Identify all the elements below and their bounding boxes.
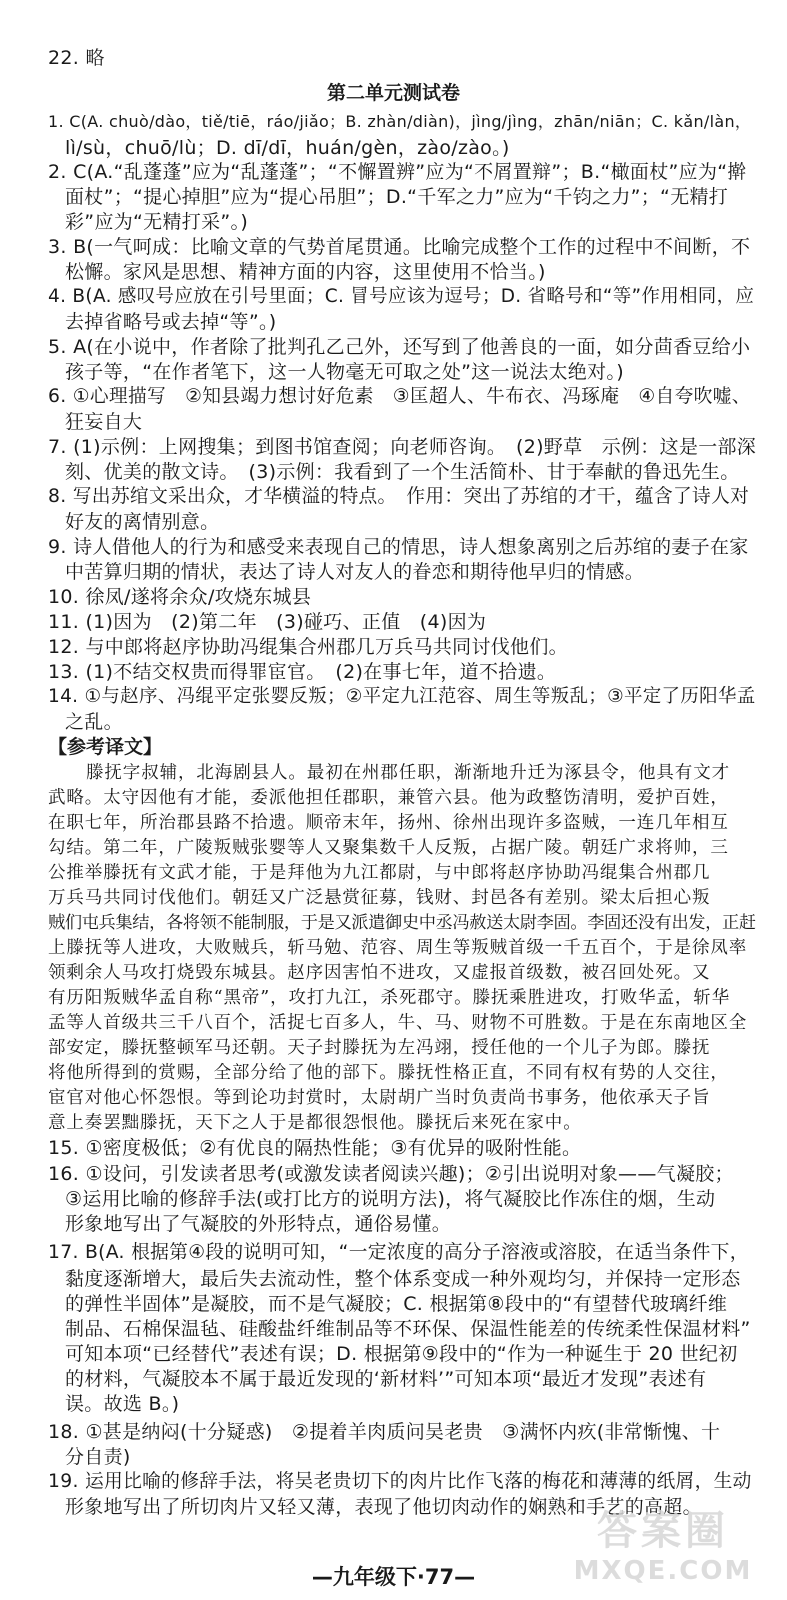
reference-label: 【参考译文】 [48,736,163,758]
answer-line: lì/sù，chuō/lù；D. dī/dī，huán/gèn，zào/zào。) [65,137,510,159]
answer-line: 彩”应为“无精打采”。) [65,211,249,233]
translation-line: 上滕抚等人进攻，大败贼兵，斩马勉、范容、周生等叛贼首级一千五百个，于是徐凤率 [48,938,748,958]
translation-line: 意上奏罢黜滕抚，天下之人于是都很怨恨他。滕抚后来死在家中。 [48,1113,582,1133]
translation-line: 将他所得到的赏赐，全部分给了他的部下。滕抚性格正直，不同有权有势的人交往， [48,1063,729,1083]
answer-line: 刻、优美的散文诗。 (3)示例：我看到了一个生活简朴、甘于奉献的鲁迅先生。 [65,461,740,483]
answer-line: 7. (1)示例：上网搜集；到图书馆查阅；向老师咨询。 (2)野草 示例：这是一部深 [48,436,757,458]
translation-line: 宦官对他心怀怨恨。等到论功封赏时，太尉胡广当时负责尚书事务，他依承天子旨 [48,1088,711,1108]
answer-line: 13. (1)不结交权贵而得罪宦官。 (2)在事七年，道不拾遗。 [48,661,557,683]
answer-line: 10. 徐凤/遂将余众/攻烧东城县 [48,586,312,608]
answer-line: 1. C(A. chuò/dào，tiě/tiē，ráo/jiǎo；B. zhàn/diàn)，jìng/jìng，zhān/niān；C. kǎn/làn， [48,112,752,131]
answer-line: 14. ①与赵序、冯绲平定张婴反叛；②平定九江范容、周生等叛乱；③平定了历阳华孟 [48,686,756,707]
answer-line: 6. ①心理描写 ②知县竭力想讨好危素 ③匡超人、牛布衣、冯琢庵 ④自夸吹嘘、 [48,386,751,407]
answer-line: 孩子等，“在作者笔下，这一人物毫无可取之处”这一说法太绝对。) [65,361,624,383]
answer-line: 分自责) [65,1446,131,1468]
watermark-text: 答案圈 [597,1507,729,1554]
translation-line: 领剩余人马攻打烧毁东城县。赵序因害怕不进攻，又虚报首级数，被召回处死。又 [48,963,711,983]
section-title: 第二单元测试卷 [326,82,460,104]
answer-line: 去掉省略号或去掉“等”。) [65,311,277,333]
answer-line: 16. ①设问，引发读者思考(或激发读者阅读兴趣)；②引出说明对象——气凝胶； [48,1163,734,1185]
answer-line: 8. 写出苏绾文采出众，才华横溢的特点。 作用：突出了苏绾的才干，蕴含了诗人对 [48,486,750,507]
watermark-url: MXQE.COM [573,1555,753,1586]
watermark-logo [563,1492,763,1592]
answer-line: 好友的离情别意。 [65,511,220,533]
answer-line: 的材料，气凝胶本不属于最近发现的‘新材料’”可知本项“最近才发现”表述有 [65,1368,707,1390]
translation-line: 公推举滕抚有文武才能，于是拜他为九江都尉，与中郎将赵序协助冯绲集合州郡几 [48,863,711,883]
answer-line: 12. 与中郎将赵序协助冯绲集合州郡几万兵马共同讨伐他们。 [48,636,568,658]
translation-line: 有历阳叛贼华孟自称“黑帝”，攻打九江，杀死郡守。滕抚乘胜进攻，打败华孟，斩华 [48,988,731,1008]
answer-line: 黏度逐渐增大，最后失去流动性，整个体系变成一种外观均匀，并保持一定形态 [65,1268,741,1290]
translation-line: 部安定，滕抚整顿军马还朝。天子封滕抚为左冯翊，授任他的一个儿子为郎。滕抚 [48,1038,711,1058]
answer-line: 面杖”；“提心掉胆”应为“提心吊胆”；D.“千军之力”应为“千钧之力”；“无精打 [65,186,729,208]
page-footer: —九年级下·77— [311,1565,476,1589]
translation-line: 武略。太守因他有才能，委派他担任郡职，兼管六县。他为政整饬清明，爱护百姓， [48,788,729,808]
answer-line: 狂妄自大 [65,411,143,433]
answer-line: ③运用比喻的修辞手法(或打比方的说明方法)，将气凝胶比作冻住的烟，生动 [65,1188,716,1210]
answer-line: 18. ①甚是纳闷(十分疑惑) ②提着羊肉质问吴老贵 ③满怀内疚(非常惭愧、十 [48,1421,721,1443]
answer-line: 5. A(在小说中，作者除了批判孔乙己外，还写到了他善良的一面，如分茴香豆给小 [48,336,751,358]
translation-line: 孟等人首级共三千八百个，活捉七百多人，牛、马、财物不可胜数。于是在东南地区全 [48,1013,748,1033]
answer-line: 17. B(A. 根据第④段的说明可知，“一定浓度的高分子溶液或溶胶，在适当条件下， [48,1242,749,1263]
answer-line: 11. (1)因为 (2)第二年 (3)碰巧、正值 (4)因为 [48,611,487,633]
answer-line: 3. B(一气呵成：比喻文章的气势首尾贯通。比喻完成整个工作的过程中不间断，不 [48,236,751,258]
translation-line: 在职七年，所治郡县路不拾遗。顺帝末年，扬州、徐州出现许多盗贼，一连几年相互 [48,813,729,833]
answer-line: 15. ①密度极低；②有优良的隔热性能；③有优异的吸附性能。 [48,1137,582,1159]
answer-line: 松懈。家风是思想、精神方面的内容，这里使用不恰当。) [65,261,546,283]
answer-line: 的弹性半固体”是凝胶，而不是气凝胶；C. 根据第⑧段中的“有望替代玻璃纤维 [65,1293,728,1315]
answer-line: 2. C(A.“乱蓬蓬”应为“乱蓬蓬”；“不懈置辨”应为“不屑置辩”；B.“橄面杖”应为“擀 [48,161,747,183]
translation-line: 贼们屯兵集结，各将领不能制服，于是又派遣御史中丞冯赦送太尉李固。李固还没有出发，正赶 [48,913,756,933]
answer-line: 4. B(A. 感叹号应放在引号里面；C. 冒号应该为逗号；D. 省略号和“等”作用相同，应 [48,286,755,307]
item-22: 22. 略 [48,47,105,69]
translation-line: 勾结。第二年，广陵叛贼张婴等人又聚集数千人反叛，占据广陵。朝廷广求将帅，三 [48,838,729,858]
answer-line: 9. 诗人借他人的行为和感受来表现自己的情思，诗人想象离别之后苏绾的妻子在家 [48,536,749,558]
answer-line: 19. 运用比喻的修辞手法，将吴老贵切下的肉片比作飞落的梅花和薄薄的纸屑，生动 [48,1471,752,1492]
answer-line: 之乱。 [65,711,123,733]
translation-line: 万兵马共同讨伐他们。朝廷又广泛悬赏征募，钱财、封邑各有差别。梁太后担心叛 [48,888,711,908]
answer-line: 可知本项“已经替代”表述有误；D. 根据第⑨段中的“作为一种诞生于 20 世纪初 [65,1343,738,1365]
answer-line: 制品、石棉保温毡、硅酸盐纤维制品等不环保、保温性能差的传统柔性保温材料” [65,1318,751,1340]
answer-line: 形象地写出了气凝胶的外形特点，通俗易懂。 [65,1213,452,1235]
answer-line: 中苦算归期的情状，表达了诗人对友人的眷恋和期待他早归的情感。 [65,561,645,583]
translation-line: 滕抚字叔辅，北海剧县人。最初在州郡任职，渐渐地升迁为涿县令，他具有文才 [86,763,730,783]
answer-line: 误。故选 B。) [65,1393,180,1415]
answer-line: 形象地写出了所切肉片又轻又薄，表现了他切肉动作的娴熟和手艺的高超。 [65,1496,702,1518]
